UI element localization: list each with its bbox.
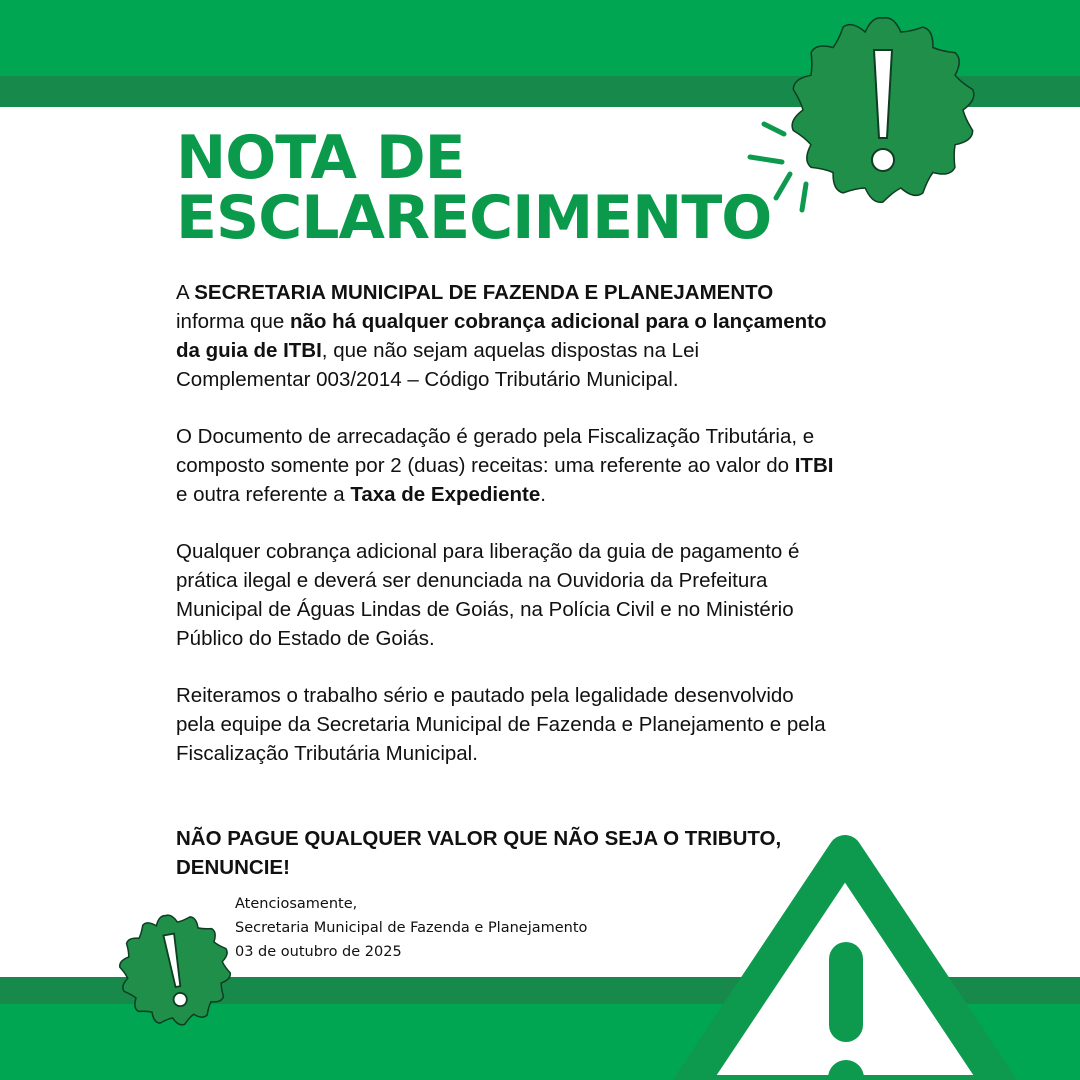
paragraph-2-bold: ITBI [794,454,834,477]
paragraph-2-bold: Taxa de Expediente [350,483,541,506]
title-line-1: NOTA DE [176,123,465,193]
paragraph-1-bold: não há qualquer cobrança adicional para o lançamento da guia de ITBI [176,310,827,362]
warning-callout [176,824,856,882]
paragraph-2-text: . [540,483,546,506]
exclamation-badge-icon [783,10,983,210]
body-text [176,278,836,796]
warning-line-2: DENUNCIE! [176,856,290,879]
exclamation-badge-icon [115,910,235,1030]
paragraph-2-text: O Documento de arrecadação é gerado pela Fiscalização Tributária, e composto somente por 2 (duas) receitas: uma referente ao valor do [176,425,815,477]
paragraph-1-bold: SECRETARIA MUNICIPAL DE FAZENDA E PLANEJAMENTO [194,281,774,304]
signature-department: Secretaria Municipal de Fazenda e Planejamento [235,920,588,936]
paragraph-1-text: A [176,281,195,304]
paragraph-1-text: , que não sejam aquelas dispostas na Lei Complementar 003/2014 – Código Tributário Municipal. [176,339,700,391]
page-title [176,123,772,253]
paragraph-1-text: informa que [176,310,290,333]
signature-closing: Atenciosamente, [235,896,358,912]
paragraph-4: Reiteramos o trabalho sério e pautado pela legalidade desenvolvido pela equipe da Secretaria Municipal de Fazenda e Planejamento e pela Fiscalização Tributária Municipal. [176,684,826,765]
paragraph-3: Qualquer cobrança adicional para liberação da guia de pagamento é prática ilegal e deverá ser denunciada na Ouvidoria da Prefeitura Municipal de Águas Lindas de Goiás, na Polícia Civil e no Ministério Público do Estado de Goiás. [176,540,800,650]
paragraph-2 [176,422,836,509]
warning-line-1: NÃO PAGUE QUALQUER VALOR QUE NÃO SEJA O TRIBUTO, [176,827,782,850]
signature-date: 03 de outubro de 2025 [235,944,402,960]
title-line-2: ESCLARECIMENTO [176,183,772,253]
paragraph-1 [176,278,836,394]
signature-block [235,892,587,964]
paragraph-2-text: e outra referente a [176,483,351,506]
